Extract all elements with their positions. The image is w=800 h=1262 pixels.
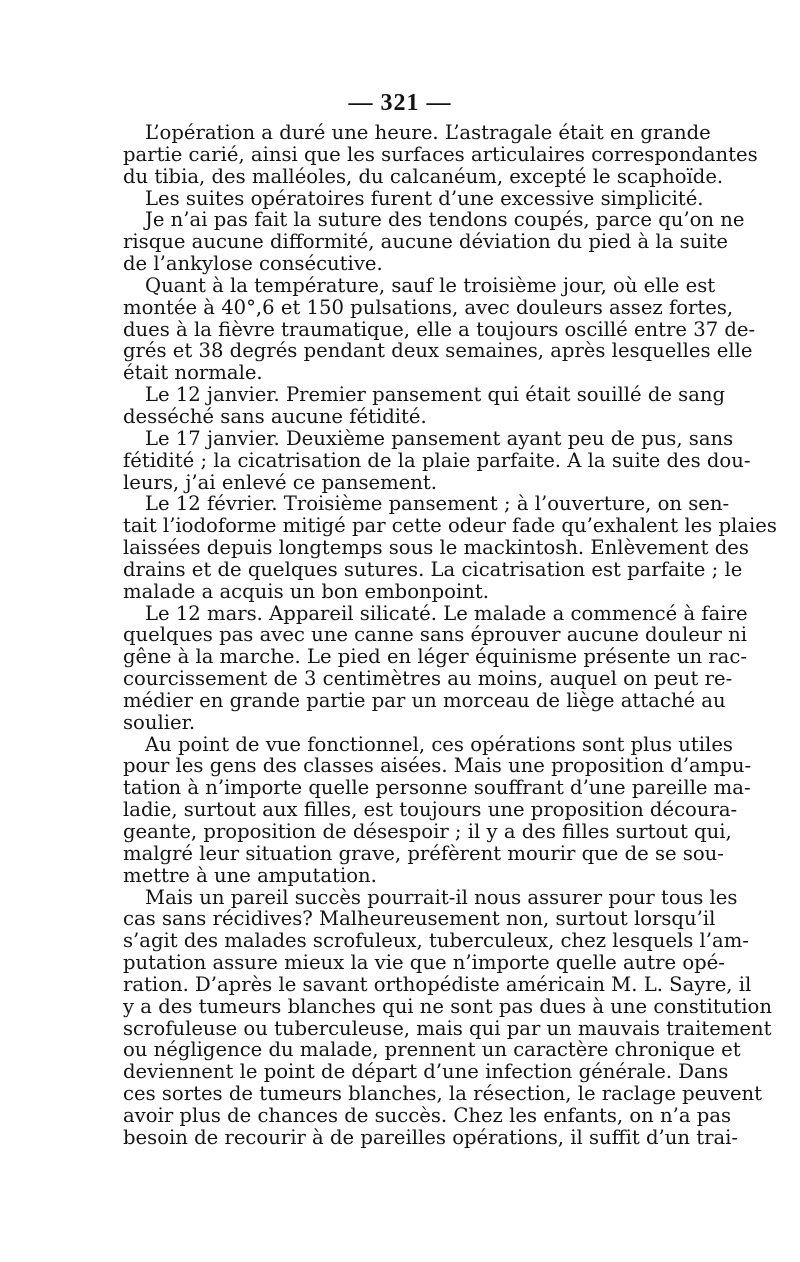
- text-line: partie carié, ainsi que les surfaces articulaires correspondantes: [123, 142, 758, 166]
- text-line: Le 12 janvier. Premier pansement qui était souillé de sang: [145, 383, 726, 407]
- text-line: Au point de vue fonctionnel, ces opérations sont plus utiles: [145, 732, 733, 756]
- text-line: soulier.: [123, 710, 196, 734]
- text-line: malgré leur situation grave, préfèrent mourir que de se sou-: [123, 841, 724, 865]
- text-line: L’opération a duré une heure. L’astragale était en grande: [145, 121, 711, 144]
- text-line: tation à n’importe quelle personne souffrant d’une pareille ma-: [123, 776, 751, 800]
- text-line: quelques pas avec une canne sans éprouver aucune douleur ni: [123, 623, 747, 647]
- text-line: Mais un pareil succès pourrait-il nous assurer pour tous les: [145, 885, 738, 909]
- text-line: drains et de quelques sutures. La cicatrisation est parfaite ; le: [123, 557, 743, 581]
- text-line: deviennent le point de départ d’une infection générale. Dans: [123, 1060, 729, 1084]
- text-line: laissées depuis longtemps sous le mackintosh. Enlèvement des: [123, 536, 749, 560]
- text-line: tait l’iodoforme mitigé par cette odeur fade qu’exhalent les plaies: [123, 514, 777, 538]
- text-line: avoir plus de chances de succès. Chez les enfants, on n’a pas: [123, 1103, 732, 1127]
- text-line: geante, proposition de désespoir ; il y a des filles surtout qui,: [123, 820, 732, 843]
- text-line: ladie, surtout aux filles, est toujours une proposition découra-: [123, 798, 738, 822]
- text-line: desséché sans aucune fétidité.: [123, 404, 427, 428]
- text-line: mettre à une amputation.: [123, 863, 377, 887]
- text-line: de l’ankylose consécutive.: [123, 252, 383, 276]
- text-line: Je n’ai pas fait la suture des tendons coupés, parce qu’on ne: [145, 208, 745, 232]
- text-line: risque aucune difformité, aucune déviation du pied à la suite: [123, 230, 729, 254]
- text-line: pour les gens des classes aisées. Mais une proposition d’ampu-: [123, 754, 752, 778]
- text-line: Les suites opératoires furent d’une excessive simplicité.: [145, 186, 704, 210]
- text-line: ces sortes de tumeurs blanches, la résection, le raclage peuvent: [123, 1082, 763, 1106]
- text-line: cas sans récidives? Malheureusement non, surtout lorsqu’il: [123, 907, 716, 931]
- text-line: Le 12 mars. Appareil silicaté. Le malade a commencé à faire: [145, 601, 748, 625]
- text-line: fétidité ; la cicatrisation de la plaie parfaite. A la suite des dou-: [123, 448, 751, 472]
- text-line: médier en grande partie par un morceau de liège attaché au: [123, 688, 726, 712]
- text-line: était normale.: [123, 361, 263, 385]
- text-line: courcissement de 3 centimètres au moins, auquel on peut re-: [123, 667, 733, 691]
- page-number: — 321 —: [348, 90, 452, 116]
- text-line: s’agit des malades scrofuleux, tuberculeux, chez lesquels l’am-: [123, 929, 749, 953]
- text-line: Quant à la température, sauf le troisième jour, où elle est: [145, 273, 716, 297]
- body-text: [123, 121, 777, 1149]
- text-line: grés et 38 degrés pendant deux semaines, après lesquelles elle: [123, 339, 753, 363]
- text-line: scrofuleuse ou tuberculeuse, mais qui par un mauvais traitement: [123, 1016, 772, 1040]
- text-line: ration. D’après le savant orthopédiste américain M. L. Sayre, il: [123, 972, 752, 996]
- text-line: Le 17 janvier. Deuxième pansement ayant peu de pus, sans: [145, 426, 734, 450]
- text-line: malade a acquis un bon embonpoint.: [123, 579, 489, 603]
- text-line: ou négligence du malade, prennent un caractère chronique et: [123, 1038, 741, 1062]
- text-line: putation assure mieux la vie que n’importe quelle autre opé-: [123, 951, 725, 975]
- text-line: gêne à la marche. Le pied en léger équinisme présente un rac-: [123, 645, 747, 669]
- text-line: Le 12 février. Troisième pansement ; à l’ouverture, on sen-: [145, 492, 730, 516]
- text-line: du tibia, des malléoles, du calcanéum, excepté le scaphoïde.: [123, 164, 724, 188]
- text-line: montée à 40°,6 et 150 pulsations, avec douleurs assez fortes,: [123, 295, 734, 319]
- text-line: dues à la fièvre traumatique, elle a toujours oscillé entre 37 de-: [123, 317, 756, 341]
- text-line: leurs, j’ai enlevé ce pansement.: [123, 470, 437, 494]
- text-line: besoin de recourir à de pareilles opérations, il suffit d’un trai-: [123, 1125, 739, 1149]
- text-line: y a des tumeurs blanches qui ne sont pas dues à une constitution: [123, 994, 772, 1018]
